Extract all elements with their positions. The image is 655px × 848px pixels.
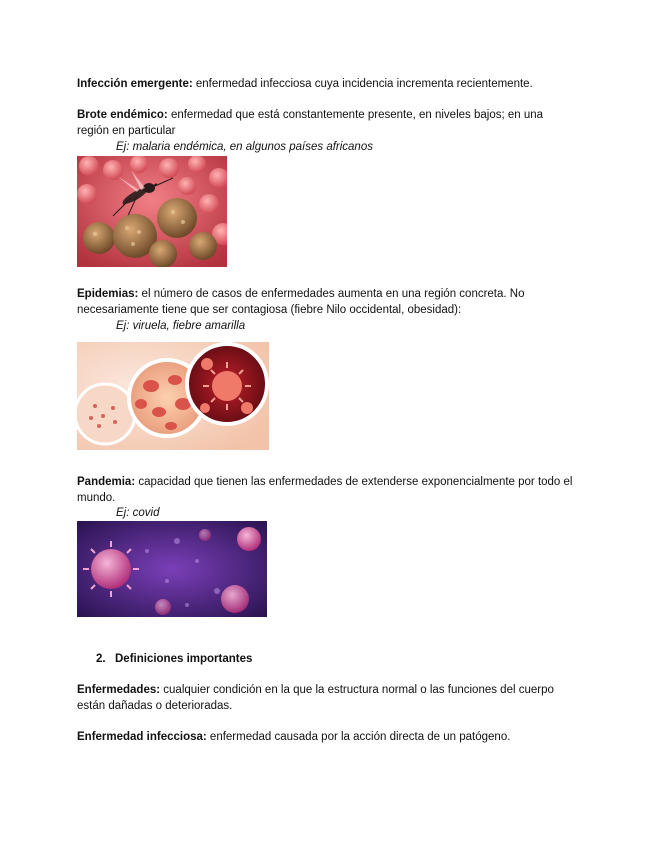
section-heading xyxy=(96,651,252,667)
definition-enfermedades xyxy=(77,682,577,714)
mosquito-cells-image xyxy=(77,156,227,267)
term-label: Pandemia: xyxy=(77,476,136,488)
magnified-blood-virus-image xyxy=(77,342,269,450)
term-label: Brote endémico: xyxy=(77,109,168,121)
definition-infecciosa xyxy=(77,729,577,745)
definition-text: enfermedad causada por la acción directa de un patógeno. xyxy=(206,731,511,743)
section-title: Definiciones importantes xyxy=(115,653,253,665)
example-endemico: Ej: malaria endémica, en algunos países africanos xyxy=(116,141,373,153)
definition-text: cualquier condición en la que la estructura normal o las funciones del cuerpo están dañadas o deterioradas. xyxy=(77,684,554,712)
definition-text: el número de casos de enfermedades aumenta en una región concreta. No necesariamente tiene que ser contagiosa (fiebre Nilo occidental, obesidad): xyxy=(77,288,525,316)
definition-endemico xyxy=(77,107,577,139)
definition-emergente xyxy=(77,76,577,92)
definition-epidemias xyxy=(77,286,577,318)
example-pandemia: Ej: covid xyxy=(116,507,160,519)
definition-text: enfermedad que está constantemente presente, en niveles bajos; en una región en particular xyxy=(77,109,544,137)
term-label: Infección emergente: xyxy=(77,78,193,90)
coronavirus-particles-image xyxy=(77,521,267,617)
example-epidemias: Ej: viruela, fiebre amarilla xyxy=(116,320,246,332)
term-label: Enfermedades: xyxy=(77,684,161,696)
section-number: 2. xyxy=(96,653,106,665)
definition-text: capacidad que tienen las enfermedades de extenderse exponencialmente por todo el mundo. xyxy=(77,476,573,504)
definition-text: enfermedad infecciosa cuya incidencia incrementa recientemente. xyxy=(192,78,533,90)
term-label: Enfermedad infecciosa: xyxy=(77,731,207,743)
term-label: Epidemias: xyxy=(77,288,139,300)
definition-pandemia xyxy=(77,474,577,506)
